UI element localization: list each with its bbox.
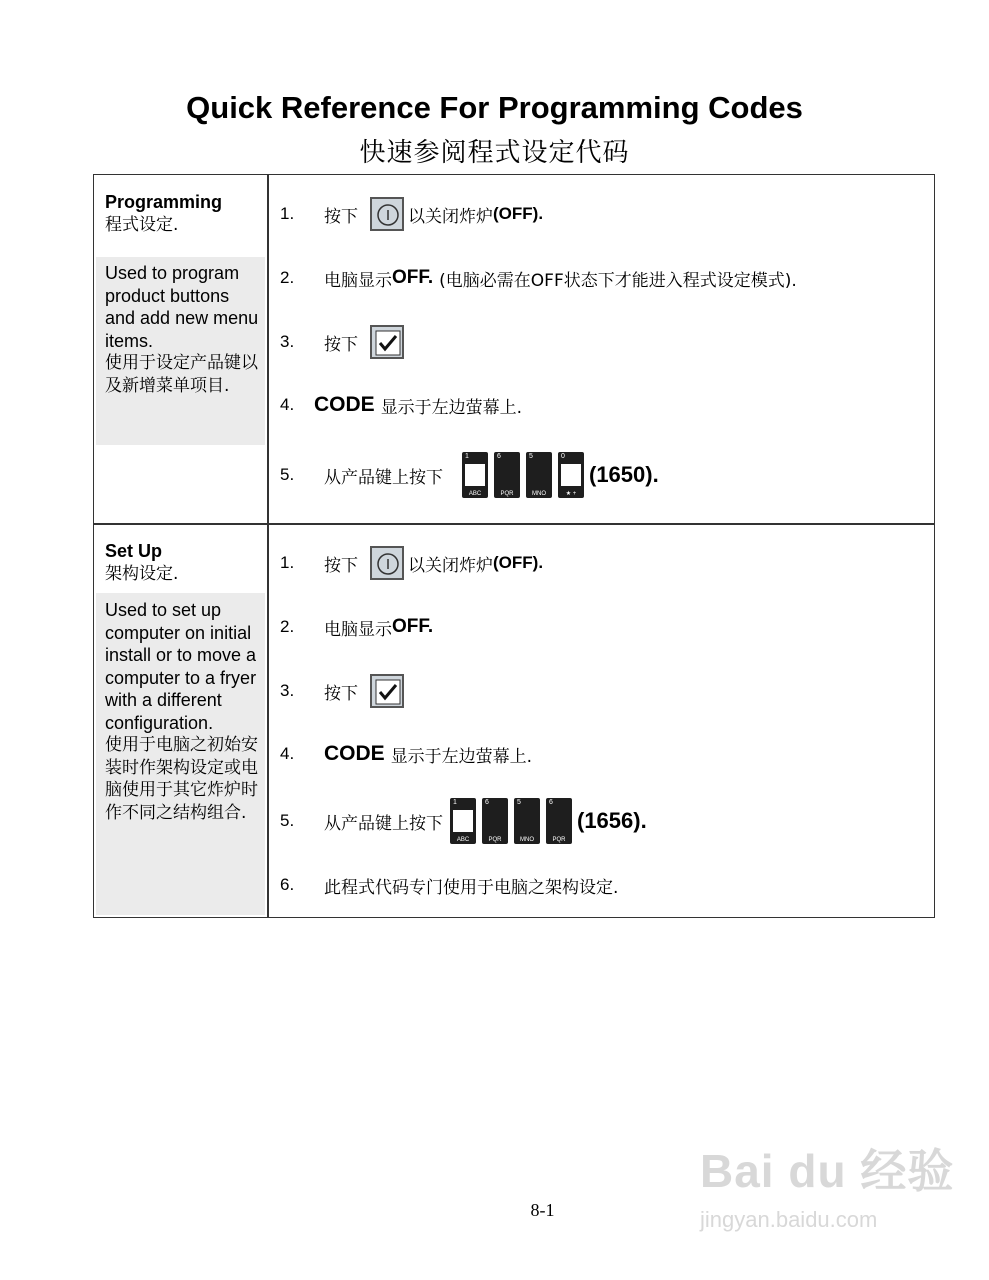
step-row [280,196,543,232]
step-text: 从产品键上按下 [324,467,443,488]
section-description [105,262,260,397]
step-number: 4. [280,744,295,763]
section-header-setup [105,540,265,585]
step-row [280,545,543,581]
description-text: Used to program product buttons and add new menu items. [105,263,259,351]
step-number: 1. [280,204,295,223]
reference-table [93,174,935,918]
step-text: 从产品键上按下 [324,813,443,834]
column-divider [267,175,269,917]
step-text: 以关闭炸炉 [408,555,493,576]
power-key-icon [370,197,404,231]
step-bold: CODE [314,393,375,416]
section-title-cn: 架构设定. [105,563,179,584]
step-row [280,324,408,360]
product-key-icon: 6 PQR [482,798,508,844]
check-key-icon [370,674,404,708]
code-value: (1650). [589,462,659,487]
step-text: 电脑显示 [324,270,392,291]
check-key-icon [370,325,404,359]
step-text: 显示于左边萤幕上. [390,746,533,767]
step-row [280,609,433,645]
product-key-icon: 6 PQR [546,798,572,844]
section-header-programming [105,191,265,236]
step-number: 1. [280,553,295,572]
step-bold: OFF. [392,616,434,637]
step-text: 按下 [324,334,358,355]
product-key-icon: 5 MNO [526,452,552,498]
watermark-url: jingyan.baidu.com [700,1207,878,1232]
product-key-icon: 1 ABC [462,452,488,498]
product-key-icon: 1 ABC [450,798,476,844]
step-row [280,793,647,849]
step-text: 按下 [324,206,358,227]
step-row [280,867,618,903]
step-row [280,447,659,503]
description-text-cn: 使用于设定产品键以及新增菜单项目. [105,353,258,396]
watermark-brand: Bai du 经验 [700,1145,955,1197]
step-number: 6. [280,875,295,894]
step-row [280,260,797,296]
section-title-cn: 程式设定. [105,214,179,235]
step-text: (电脑必需在OFF状态下才能进入程式设定模式). [439,270,797,291]
step-number: 2. [280,617,295,636]
page-title: Quick Reference For Programming Codes [186,90,803,125]
step-row [280,387,522,423]
code-value: (1656). [577,808,647,833]
page-subtitle: 快速参阅程式设定代码 [359,138,630,168]
description-text: Used to set up computer on initial install or to move a computer to a fryer with a different configuration. [105,600,257,733]
section-description [105,599,260,824]
step-number: 2. [280,268,295,287]
step-row [280,736,532,772]
section-title: Set Up [105,541,163,561]
step-number: 3. [280,681,295,700]
product-key-icon: 6 PQR [494,452,520,498]
step-number: 3. [280,332,295,351]
product-key-icon: 0 ★ + [558,452,584,498]
product-key-icon: 5 MNO [514,798,540,844]
step-bold: CODE [324,742,385,765]
step-number: 5. [280,811,295,830]
step-text: 以关闭炸炉 [408,206,493,227]
step-bold: (OFF). [493,553,544,572]
step-row [280,673,408,709]
step-text: 按下 [324,555,358,576]
step-bold: OFF. [392,267,434,288]
page-number: 8-1 [530,1200,555,1220]
description-text-cn: 使用于电脑之初始安装时作架构设定或电脑使用于其它炸炉时作不同之结构组合. [105,735,258,823]
step-text: 显示于左边萤幕上. [380,397,523,418]
step-text: 此程式代码专门使用于电脑之架构设定. [324,877,619,898]
step-bold: (OFF). [493,204,544,223]
step-number: 4. [280,395,295,414]
section-divider [94,523,934,525]
section-title: Programming [105,192,223,212]
step-text: 按下 [324,683,358,704]
step-number: 5. [280,465,295,484]
power-key-icon [370,546,404,580]
step-text: 电脑显示 [324,619,392,640]
